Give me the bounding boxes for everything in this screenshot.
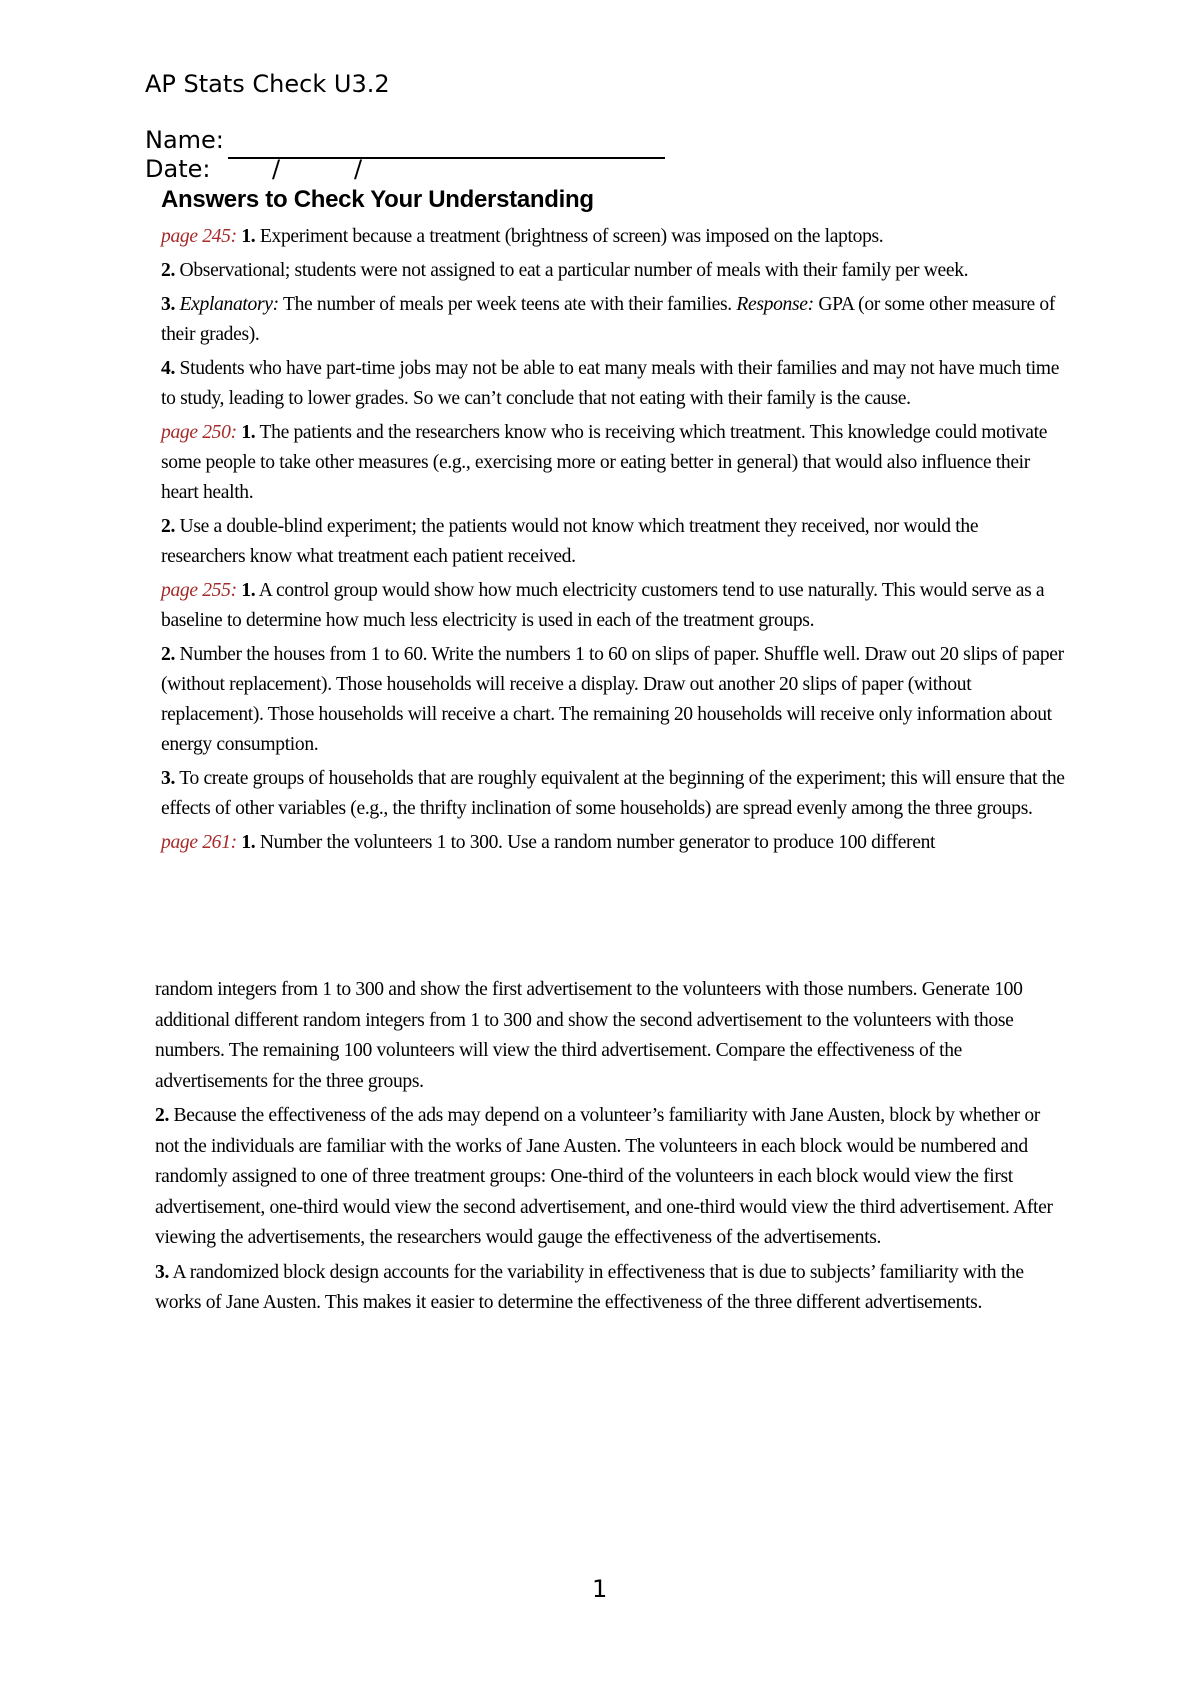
answers-heading: Answers to Check Your Understanding xyxy=(161,186,594,213)
answer-250-2 xyxy=(161,512,1066,572)
page-ref: page 245: xyxy=(161,226,237,247)
answer-text: Because the effectiveness of the ads may depend on a volunteer’s familiarity with Jane Austen, block by whether or not the individuals are familiar with the works of Jane Austen. The volunteers in each block would be numbered and randomly assigned to one of three treatment groups: One-third of the volunteers in each block would view the first advertisement, one-third would view the second advertisement, and one-third would view the third advertisement. After viewing the advertisements, the researchers would gauge the effectiveness of the advertisements. xyxy=(155,1105,1053,1248)
answer-245-4 xyxy=(161,354,1066,414)
page-ref: page 255: xyxy=(161,580,237,601)
date-separator: / xyxy=(272,155,281,183)
question-number: 3. xyxy=(161,768,175,789)
date-label: Date: xyxy=(145,155,211,183)
answers-block xyxy=(161,186,1066,862)
answer-text: Number the volunteers 1 to 300. Use a random number generator to produce 100 different xyxy=(255,832,936,853)
answers-block-continued xyxy=(155,975,1067,1323)
answer-261-2 xyxy=(155,1101,1067,1254)
question-number: 2. xyxy=(161,644,175,665)
answer-255-2 xyxy=(161,640,1066,760)
response-label: Response: xyxy=(736,294,814,315)
answer-text: A randomized block design accounts for the variability in effectiveness that is due to subjects’ familiarity with the works of Jane Austen. This makes it easier to determine the effectiveness of the three different advertisements. xyxy=(155,1261,1024,1313)
answer-text: random integers from 1 to 300 and show the first advertisement to the volunteers with those numbers. Generate 100 additional different random integers from 1 to 300 and show the second advertisement to the volunteers with those numbers. The remaining 100 volunteers will view the third advertisement. Compare the effectiveness of the advertisements for the three groups. xyxy=(155,979,1023,1092)
question-number: 2. xyxy=(161,260,175,281)
answer-250-1 xyxy=(161,418,1066,508)
date-separator: / xyxy=(354,155,363,183)
page-ref: page 250: xyxy=(161,422,237,443)
question-number: 3. xyxy=(161,294,175,315)
answer-261-1-cont xyxy=(155,975,1067,1097)
answer-261-3 xyxy=(155,1258,1067,1319)
page-number: 1 xyxy=(592,1575,608,1603)
question-number: 1. xyxy=(241,580,256,601)
answer-245-1 xyxy=(161,222,1066,252)
name-label: Name: xyxy=(145,126,224,154)
answer-245-3 xyxy=(161,290,1066,350)
question-number: 3. xyxy=(155,1261,169,1283)
question-number: 1. xyxy=(241,832,256,853)
question-number: 4. xyxy=(161,358,175,379)
answer-text: Use a double-blind experiment; the patients would not know which treatment they received, nor would the researchers know what treatment each patient received. xyxy=(161,516,979,567)
answer-255-3 xyxy=(161,764,1066,824)
answer-text: Number the houses from 1 to 60. Write the numbers 1 to 60 on slips of paper. Shuffle well. Draw out 20 slips of paper (without replacement). Those households will receive a display. Draw out another 20 slips of paper (without replacement). Those households will receive a chart. The remaining 20 households will receive only information about energy consumption. xyxy=(161,644,1064,755)
document-title: AP Stats Check U3.2 xyxy=(145,70,390,98)
answer-261-1-start xyxy=(161,828,1066,858)
answer-text: Students who have part-time jobs may not be able to eat many meals with their families and may not have much time to study, leading to lower grades. So we can’t conclude that not eating with their family is the cause. xyxy=(161,358,1060,409)
answer-text: To create groups of households that are roughly equivalent at the beginning of the experiment; this will ensure that the effects of other variables (e.g., the thrifty inclination of some households) are spread evenly among the three groups. xyxy=(161,768,1065,819)
question-number: 1. xyxy=(241,422,256,443)
question-number: 1. xyxy=(241,226,256,247)
answer-text: Experiment because a treatment (brightness of screen) was imposed on the laptops. xyxy=(255,226,884,247)
explanatory-label: Explanatory: xyxy=(179,294,279,315)
answer-text: The number of meals per week teens ate with their families. xyxy=(278,294,737,315)
answer-245-2 xyxy=(161,256,1066,286)
answer-text: A control group would show how much electricity customers tend to use naturally. This would serve as a baseline to determine how much less electricity is used in each of the treatment groups. xyxy=(161,580,1045,631)
answer-text: Observational; students were not assigned to eat a particular number of meals with their family per week. xyxy=(175,260,969,281)
answer-255-1 xyxy=(161,576,1066,636)
name-blank-line xyxy=(228,157,665,159)
answer-text: The patients and the researchers know who is receiving which treatment. This knowledge could motivate some people to take other measures (e.g., exercising more or eating better in general) that would also influence their heart health. xyxy=(161,422,1048,503)
page-ref: page 261: xyxy=(161,832,237,853)
question-number: 2. xyxy=(155,1105,169,1126)
question-number: 2. xyxy=(161,516,175,537)
answer-text: GPA (or some other measure of their grades). xyxy=(161,294,1056,345)
